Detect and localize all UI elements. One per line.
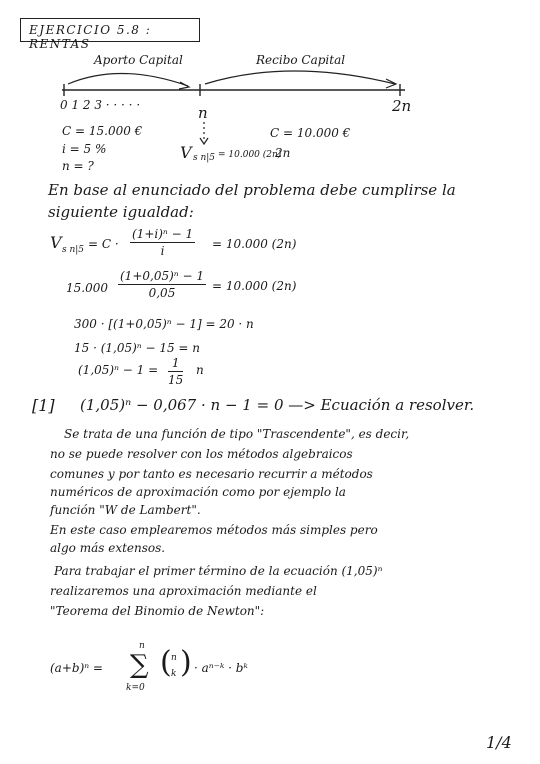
eq1-lhs: V: [50, 233, 62, 252]
eq6-tag: [1]: [32, 396, 55, 415]
given-capital-2: C = 10.000 €: [270, 126, 351, 140]
intro-line-2: siguiente igualdad:: [48, 203, 194, 221]
eq5-denominator: 15: [168, 373, 184, 387]
eq5-lhs: (1,05)ⁿ − 1 =: [78, 363, 159, 377]
para1-line-4: numéricos de aproximación como por ejemplo la: [50, 485, 346, 499]
timeline-ticks: 0 1 2 3 · · · · ·: [60, 98, 141, 112]
timeline-2n: 2n: [392, 97, 412, 115]
eq1-denominator: i: [160, 244, 165, 258]
binomial-paren-left: (: [160, 645, 172, 680]
para3-line-2: realizaremos una aproximación mediante el: [50, 584, 317, 598]
given-v-value: = 10.000 (2n): [218, 150, 282, 160]
given-v-subscript: s n|5: [193, 153, 216, 163]
para1-line-2: no se puede resolver con los métodos algebraicos: [50, 447, 353, 461]
binomial-sum-symbol: ∑: [130, 650, 149, 680]
eq6-equation: (1,05)ⁿ − 0,067 · n − 1 = 0 —> Ecuación a resolver.: [80, 396, 475, 414]
given-rate: i = 5 %: [62, 142, 107, 156]
eq2-rhs: = 10.000 (2n): [212, 279, 297, 293]
binomial-sum-lower: k=0: [126, 683, 145, 693]
eq1-rhs: = 10.000 (2n): [212, 237, 297, 251]
binomial-coef-top: n: [171, 653, 177, 663]
eq2-fraction: [118, 270, 206, 299]
given-capital: C = 15.000 €: [62, 124, 143, 138]
eq1-lhs-subscript: s n|5: [62, 245, 85, 255]
eq2-numerator: (1+0,05)ⁿ − 1: [120, 269, 204, 283]
para3-line-3: "Teorema del Binomio de Newton":: [50, 604, 265, 618]
eq1-mid: = C ·: [88, 237, 119, 251]
binomial-lhs: (a+b)ⁿ =: [50, 661, 103, 675]
para1-line-3: comunes y por tanto es necesario recurrir a métodos: [50, 467, 373, 481]
eq4: 15 · (1,05)ⁿ − 15 = n: [74, 341, 201, 355]
eq3: 300 · [(1+0,05)ⁿ − 1] = 20 · n: [74, 317, 254, 331]
para3-line-1: Para trabajar el primer término de la ecuación (1,05)ⁿ: [54, 564, 383, 578]
eq5-fraction: [168, 357, 183, 386]
para2-line-2: algo más extensos.: [50, 541, 166, 555]
intro-line-1: En base al enunciado del problema debe cumplirse la: [48, 181, 456, 199]
given-2n: 2n: [275, 146, 291, 160]
para2-line-1: En este caso emplearemos métodos más simples pero: [50, 523, 378, 537]
para1-line-5: función "W de Lambert".: [50, 503, 201, 517]
page-title: EJERCICIO 5.8 : RENTAS: [29, 23, 152, 51]
binomial-coef-bottom: k: [171, 669, 177, 679]
label-aporto-capital: Aporto Capital: [94, 53, 183, 67]
eq5-rhs: n: [196, 363, 204, 377]
eq2-lhs: 15.000: [66, 281, 108, 295]
binomial-rest: · aⁿ⁻ᵏ · bᵏ: [194, 661, 248, 675]
binomial-paren-right: ): [180, 645, 192, 680]
eq1-numerator: (1+i)ⁿ − 1: [132, 227, 194, 241]
eq5-numerator: 1: [168, 357, 183, 372]
eq2-denominator: 0,05: [148, 286, 176, 300]
para1-line-1: Se trata de una función de tipo "Trascendente", es decir,: [64, 427, 410, 441]
given-n: n = ?: [62, 159, 94, 173]
given-v: V: [180, 143, 192, 162]
binomial-sum-upper: n: [139, 641, 145, 651]
label-recibo-capital: Recibo Capital: [256, 53, 346, 67]
eq1-fraction: [130, 228, 195, 257]
page-number: 1/4: [486, 733, 512, 752]
timeline-n: n: [198, 104, 208, 122]
